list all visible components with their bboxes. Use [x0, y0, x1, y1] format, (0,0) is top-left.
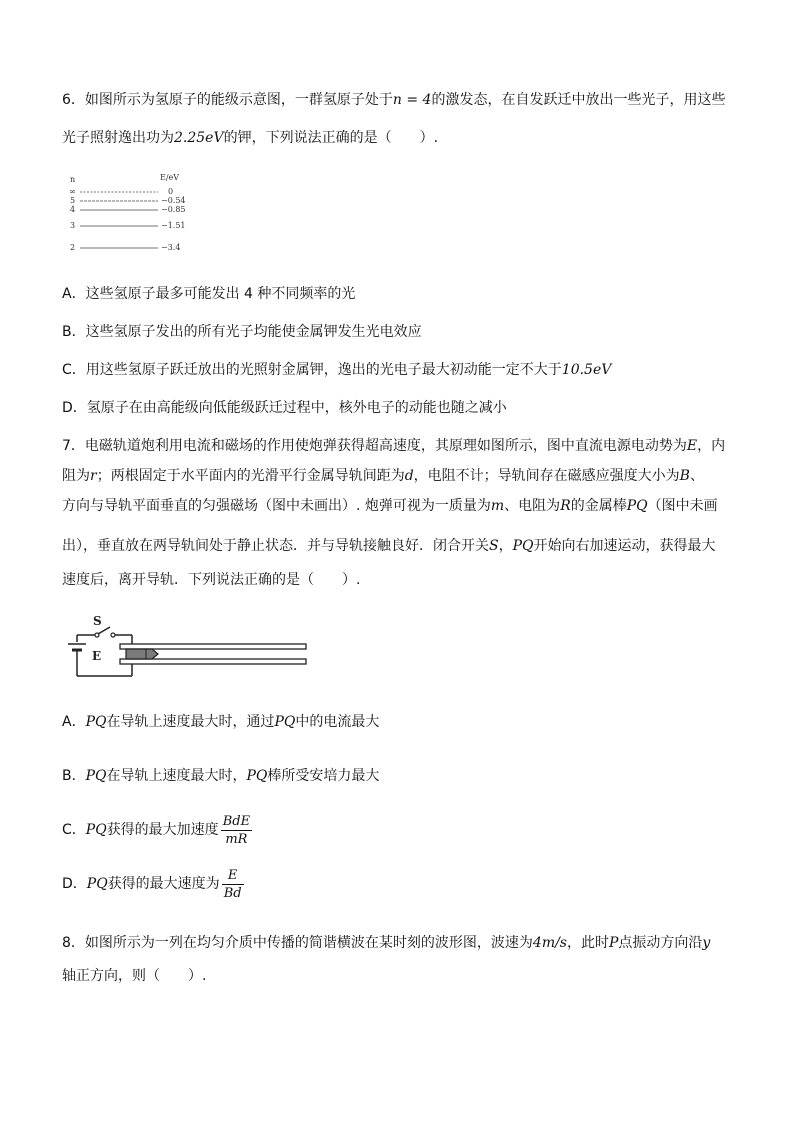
level-2-e: −3.4: [161, 243, 181, 252]
q6-stem-line-1: 6．如图所示为氢原子的能级示意图，一群氢原子处于n = 4的激发态，在自发跃迁中放出一些光子，用这些: [62, 92, 726, 108]
q6-option-b: B．这些氢原子发出的所有光子均能使金属钾发生光电效应: [62, 324, 422, 340]
math-10-5ev: 10.5eV: [561, 362, 612, 378]
level-2-n: 2: [70, 243, 76, 252]
fraction-max-acceleration: $\frac{\text{BdE}}{mR}$: [222, 813, 251, 847]
q7-option-d: D．PQ获得的最大速度为 $\frac{E}{Bd}$: [62, 867, 242, 901]
level-inf-e: 0: [168, 187, 174, 196]
level-5-e: −0.54: [161, 196, 186, 205]
e-header: E/eV: [160, 173, 180, 182]
q7-stem-line-4: 出），垂直放在两导轨间处于静止状态．并与导轨接触良好．闭合开关S，PQ开始向右加速运动，获得最大: [62, 538, 716, 554]
switch-blade: [98, 627, 110, 634]
q6-option-d: D．氢原子在由高能级向低能级跃迁过程中，核外电子的动能也随之减小: [62, 400, 507, 416]
lower-rail: [120, 659, 306, 664]
projectile-pq: [126, 649, 158, 659]
level-5-n: 5: [70, 196, 76, 205]
source-label: E: [92, 649, 102, 663]
q8-stem-line-1: 8．如图所示为一列在均匀介质中传播的简谐横波在某时刻的波形图，波速为4m/s，此时P点振动方向沿y: [62, 935, 711, 951]
q6-option-a: A．这些氢原子最多可能发出 4 种不同频率的光: [62, 286, 356, 302]
energy-level-diagram: [62, 170, 202, 255]
level-inf-n: ∞: [69, 187, 76, 196]
math-n-eq-4: n = 4: [392, 92, 432, 108]
q7-option-c: C．PQ获得的最大加速度 $\frac{\text{BdE}}{mR}$: [62, 813, 251, 847]
level-4-n: 4: [70, 205, 76, 214]
q7-stem-line-1: 7．电磁轨道炮利用电流和磁场的作用使炮弹获得超高速度，其原理如图所示，图中直流电源电动势为E，内: [62, 438, 726, 454]
upper-rail: [120, 644, 306, 649]
q6-option-c: C．用这些氢原子跃迁放出的光照射金属钾，逸出的光电子最大初动能一定不大于10.5eV: [62, 362, 612, 378]
switch-contact: [111, 633, 115, 637]
q6-stem-line-2: 光子照射逸出功为2.25eV的钾，下列说法正确的是（ ）.: [62, 130, 439, 146]
switch-label: S: [93, 614, 102, 628]
railgun-circuit-diagram: [62, 608, 312, 688]
q7-stem-line-5: 速度后，离开导轨．下列说法正确的是（ ）.: [62, 572, 361, 588]
level-4-e: −0.85: [161, 205, 186, 214]
q7-option-b: B．PQ在导轨上速度最大时，PQ棒所受安培力最大: [62, 768, 380, 784]
math-work-function: 2.25eV: [174, 130, 224, 146]
level-3-n: 3: [70, 221, 76, 230]
n-header: n: [70, 175, 76, 184]
fraction-max-velocity: $\frac{E}{Bd}$: [223, 867, 242, 901]
q7-stem-line-3: 方向与导轨平面垂直的匀强磁场（图中未画出）. 炮弹可视为一质量为m、电阻为R的金属棒PQ（图中未画: [62, 498, 718, 514]
level-3-e: −1.51: [161, 221, 186, 230]
q7-option-a: A．PQ在导轨上速度最大时，通过PQ中的电流最大: [62, 714, 380, 730]
q7-stem-line-2: 阻为r；两根固定于水平面内的光滑平行金属导轨间距为d，电阻不计；导轨间存在磁感应强度大小为B、: [62, 468, 704, 484]
q8-stem-line-2: 轴正方向，则（ ）.: [62, 968, 207, 984]
